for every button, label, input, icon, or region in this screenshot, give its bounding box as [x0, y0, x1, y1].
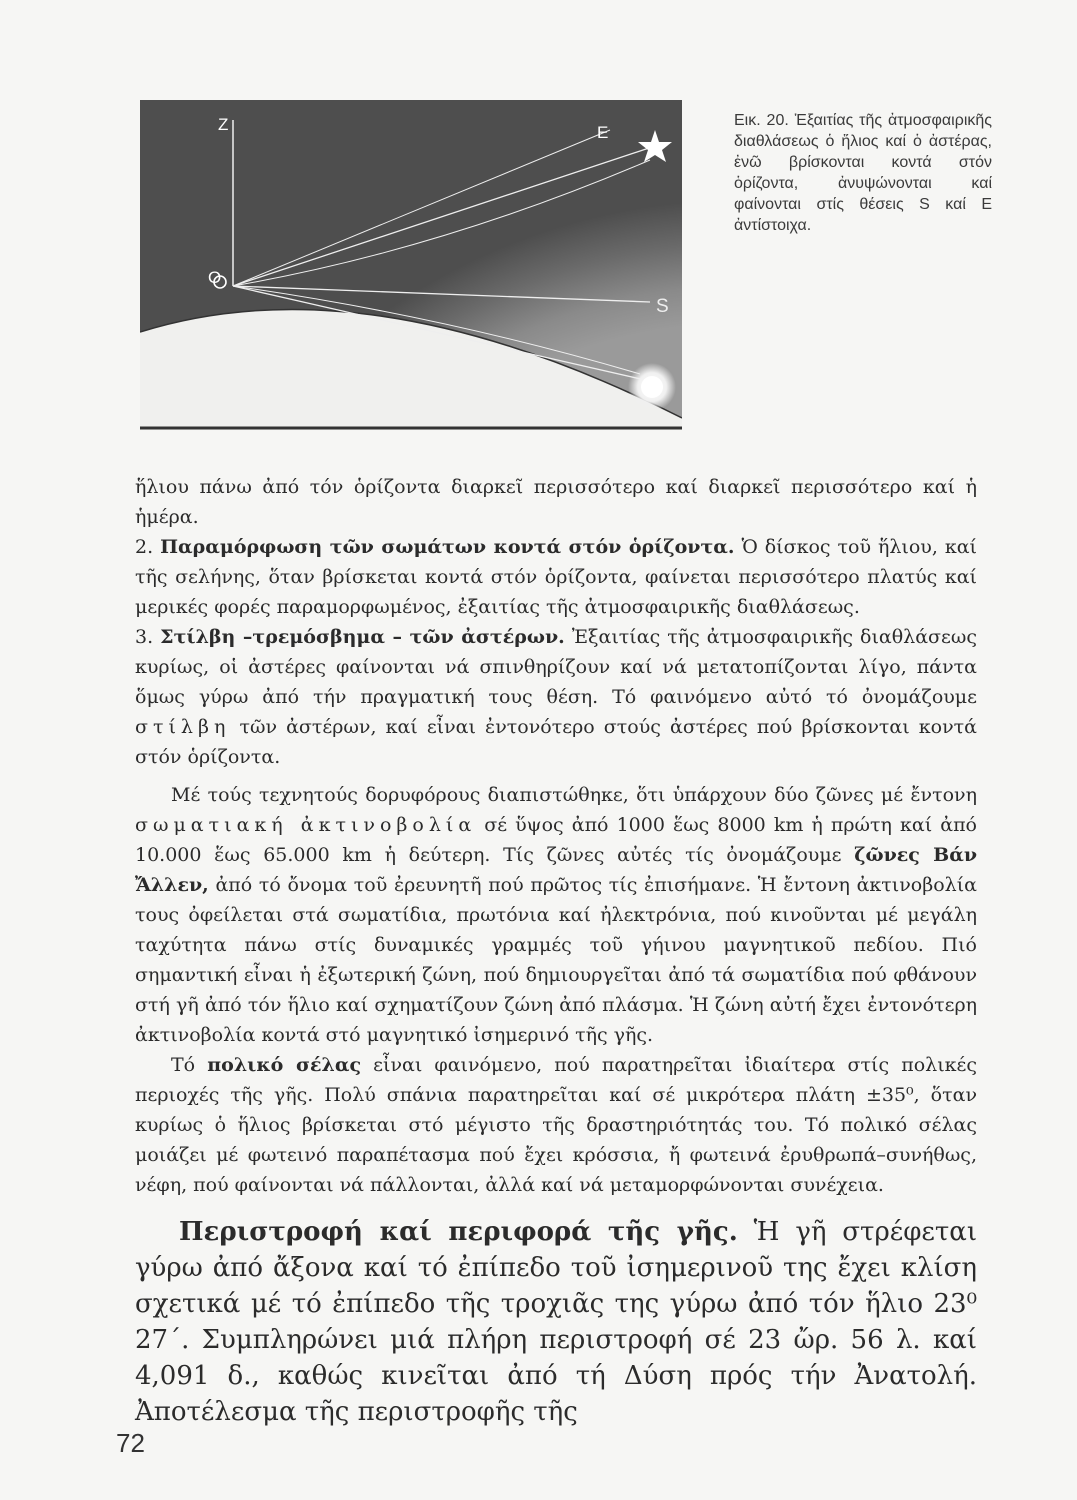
term-van-allen: ζῶνες Βάν Ἄλλεν,	[135, 844, 978, 896]
heading-distortion: Παραμόρφωση τῶν σωμάτων κοντά στόν ὁρίζοντα.	[160, 536, 735, 558]
refraction-figure	[140, 100, 682, 430]
paragraph-distortion	[135, 532, 977, 622]
paragraph-text: Ὁ δίσκος τοῦ ἥλιου, καί τῆς σελήνης, ὅταν βρίσκεται κοντά στόν ὁρίζοντα, φαίνεται περισσότερο πλατύς καί μερικές φορές παραμορφωμένος, ἐξαιτίας τῆς ἀτμοσφαιρικῆς διαθλάσεως.	[135, 536, 977, 618]
spaced-term: σωματιακή ἀκτινοβολία	[135, 814, 477, 836]
paragraph-twinkling	[135, 622, 977, 772]
term-aurora: πολικό σέλας	[207, 1054, 362, 1076]
item-number: 3.	[135, 626, 154, 648]
paragraph-text: Μέ τούς τεχνητούς δορυφόρους διαπιστώθηκε, ὅτι ὑπάρχουν δύο ζῶνες μέ ἔντονη	[171, 784, 977, 806]
paragraph-text: Ἡ γῆ στρέφεται γύρω ἀπό ἄξονα καί τό ἐπίπεδο τοῦ ἰσημερινοῦ της ἔχει κλίση σχετικά μέ τό ἐπίπεδο τῆς τροχιᾶς της γύρω ἀπό τόν ἥλιο 23⁰ 27΄. Συμπληρώνει μιά πλήρη περιστροφή σέ 23 ὤρ. 56 λ. καί 4,091 δ., καθώς κινεῖται ἀπό τή Δύση πρός τήν Ἀνατολή. Ἀποτέλεσμα τῆς περιστροφῆς τῆς	[135, 1217, 978, 1427]
item-number: 2.	[135, 536, 154, 558]
label-o: O	[208, 268, 222, 287]
paragraph-text: εἶναι φαινόμενο, πού παρατηρεῖται ἰδιαίτερα στίς πολικές περιοχές τῆς γῆς. Πολύ σπάνια παρατηρεῖται καί σέ μικρότερα πλάτη ±35⁰, ὅταν κυρίως ὁ ἥλιος βρίσκεται στό μέγιστο τῆς δραστηριότητάς του. Τό πολικό σέλας μοιάζει μέ φωτεινό παραπέτασμα πού ἔχει κρόσσια, ἤ φωτεινά ἐρυθρωπά–συνήθως, νέφη, πού φαίνονται νά πάλλονται, ἀλλά καί νά μεταμορφώνονται συνέχεια.	[135, 1054, 978, 1196]
paragraph-text: σέ ὕψος ἀπό 1000 ἕως 8000 km ἡ πρώτη καί ἀπό 10.000 ἕως 65.000 km ἡ δεύτερη. Τίς ζῶνες αὐτές τίς ὀνομάζουμε	[135, 814, 977, 866]
page-number: 72	[116, 1428, 145, 1458]
refraction-diagram	[140, 100, 682, 430]
paragraph-text: τῶν ἀστέρων, καί εἶναι ἐντονότερο στούς ἀστέρες πού βρίσκονται κοντά στόν ὁρίζοντα.	[135, 716, 977, 768]
label-e: E	[597, 123, 609, 142]
sun-icon	[641, 376, 663, 398]
paragraph-rotation	[135, 1214, 977, 1430]
text-block	[135, 472, 977, 1430]
heading-twinkling: Στίλβη –τρεμόσβημα – τῶν ἀστέρων.	[160, 626, 565, 648]
paragraph-continuation: ἥλιου πάνω ἀπό τόν ὁρίζοντα διαρκεῖ περισσότερο καί διαρκεῖ περισσότερο καί ἡ ἡμέρα.	[135, 476, 977, 528]
paragraph-text: ἀπό τό ὄνομα τοῦ ἐρευνητῆ πού πρῶτος τίς ἐπισήμανε. Ἡ ἔντονη ἀκτινοβολία τους ὀφείλεται στά σωματίδια, πρωτόνια καί ἠλεκτρόνια, πού κινοῦνται μέ μεγάλη ταχύτητα πάνω στίς δυναμικές γραμμές τοῦ γήινου μαγνητικοῦ πεδίου. Πιό σημαντική εἶναι ἡ ἐξωτερική ζώνη, πού δημιουργεῖται ἀπό τά σωματίδια πού φθάνουν στή γῆ ἀπό τόν ἥλιο καί σχηματίζουν ζώνη ἀπό πλάσμα. Ἡ ζώνη αὐτή ἔχει ἐντονότερη ἀκτινοβολία κοντά στό μαγνητικό ἰσημερινό τῆς γῆς.	[135, 874, 977, 1046]
paragraph-aurora	[135, 1050, 977, 1200]
heading-rotation: Περιστροφή καί περιφορά τῆς γῆς.	[179, 1217, 738, 1247]
label-s: S	[656, 296, 669, 317]
paragraph-van-allen	[135, 780, 977, 1050]
paragraph-text: Τό	[171, 1054, 196, 1076]
spaced-term: στίλβη	[135, 716, 231, 738]
figure-caption: Εικ. 20. Ἐξαιτίας τῆς ἀτμοσφαιρικῆς διαθλάσεως ὁ ἥλιος καί ὁ ἀστέρας, ἐνῶ βρίσκονται κοντά στόν ὁρίζοντα, ἀνυψώνονται καί φαίνονται στίς θέσεις S καί E ἀντίστοιχα.	[734, 112, 992, 234]
label-z: Z	[218, 115, 229, 134]
paragraph-text: Ἐξαιτίας τῆς ἀτμοσφαιρικῆς διαθλάσεως κυρίως, οἱ ἀστέρες φαίνονται νά σπινθηρίζουν καί νά μετατοπίζονται λίγο, πάντα ὅμως γύρω ἀπό τήν πραγματική τους θέση. Τό φαινόμενο αὐτό τό ὀνομάζουμε	[135, 626, 977, 708]
